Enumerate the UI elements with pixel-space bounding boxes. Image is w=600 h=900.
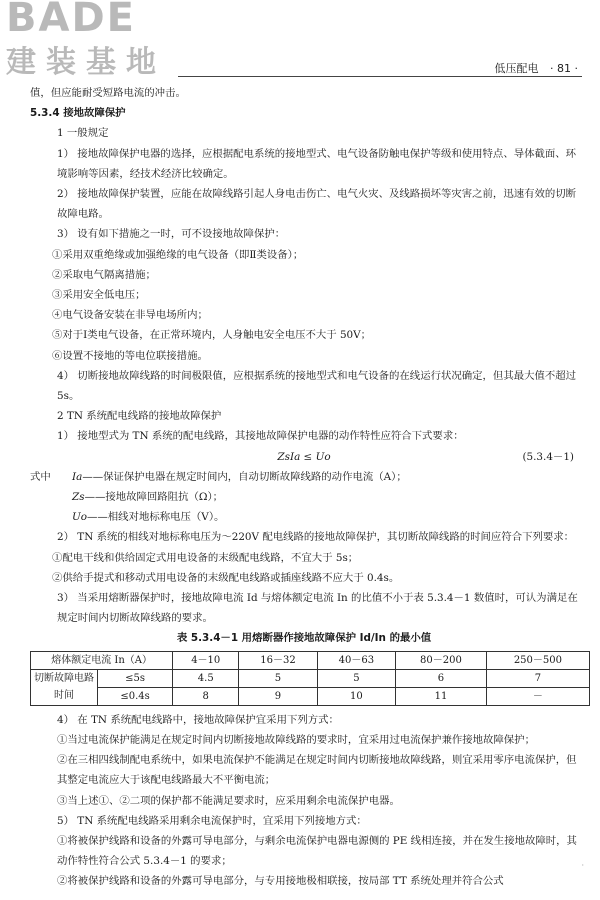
definition-row [30, 507, 578, 527]
logo-wordmark: BADE [6, 0, 136, 41]
page-number: · 81 · [550, 62, 578, 75]
table-cell: － [486, 687, 589, 705]
list-item: ②在三相四线制配电系统中，如果电流保护不能满足在规定时间内切断接地故障线路，则宜采用零序电流保护，但其整定电流应大于该配电线路最大不平衡电流； [57, 754, 577, 787]
table-caption: 表 5.3.4－1 用熔断器作接地故障保护 Id/In 的最小值 [176, 632, 432, 645]
formula [30, 447, 578, 467]
fuse-ratio-table [30, 651, 590, 706]
table-row [31, 687, 590, 705]
table-cell: 11 [396, 687, 487, 705]
list-item: ②将被保护线路和设备的外露可导电部分，与专用接地极相联接，按局部 TT 系统处理并符合公式 [57, 875, 504, 888]
symbol: Zs [72, 491, 85, 504]
publisher-logo [2, 0, 177, 92]
formula-expression: ZsIa ≤ Uo [277, 450, 331, 463]
list-item: ①采用双重绝缘或加强绝缘的电气设备（即Ⅱ类设备）； [52, 248, 304, 261]
table-cell: 5 [239, 669, 317, 687]
paragraph: 1） 接地型式为 TN 系统的配电线路，其接地故障保护电器的动作特性应符合下式要求： [57, 430, 464, 443]
definition-text: ——相线对地标称电压（V）。 [87, 511, 225, 524]
list-item: ②供给手提式和移动式用电设备的末级配电线路或插座线路不应大于 0.4s。 [52, 571, 400, 584]
table-row [31, 669, 590, 687]
subsection-heading: 2 TN 系统配电线路的接地故障保护 [57, 410, 222, 423]
subsection-heading: 1 一般规定 [57, 127, 109, 140]
paragraph: 4） 在 TN 系统配电线路中，接地故障保护宜采用下列方式： [57, 713, 339, 726]
table-header-cell: 250－500 [486, 651, 589, 669]
list-item: ①配电干线和供给固定式用电设备的末级配电线路，不宜大于 5s； [52, 551, 359, 564]
table-header-cell: 80－200 [396, 651, 487, 669]
row-group-label: 切断故障电路时间 [31, 669, 98, 705]
table-header-cell: 4－10 [173, 651, 239, 669]
table-cell: 10 [317, 687, 395, 705]
list-item: ④电气设备安装在非导电场所内； [52, 309, 208, 322]
symbol-definitions [30, 467, 578, 528]
list-item: ⑥设置不接地的等电位联接措施。 [52, 349, 208, 362]
table-cell: 4.5 [173, 669, 239, 687]
definition-row [30, 487, 578, 507]
scan-mark: · [581, 861, 584, 870]
list-item: ①将被保护线路和设备的外露可导电部分，与剩余电流保护电器电源侧的 PE 线相连接，并在发生接地故障时，其动作特性符合公式 5.3.4－1 的要求； [57, 834, 577, 868]
table-header-cell: 熔体额定电流 In（A） [31, 651, 173, 669]
table-cell: 7 [486, 669, 589, 687]
paragraph: 5） TN 系统配电线路采用剩余电流保护时，宜采用下列接地方式： [57, 814, 367, 827]
table-header-cell: 40－63 [317, 651, 395, 669]
table-cell: 8 [173, 687, 239, 705]
definition-label: 式中 [30, 470, 51, 483]
equation-number: (5.3.4－1) [522, 450, 574, 463]
header-rule [178, 76, 582, 77]
paragraph: 2） 接地故障保护装置，应能在故障线路引起人身电击伤亡、电气火灾、及线路损坏等灾害之前，迅速有效的切断故障电路。 [57, 188, 577, 221]
list-item: ⑤对于Ⅰ类电气设备，在正常环境内，人身触电安全电压不大于 50V； [52, 329, 372, 342]
paragraph: 值，但应能耐受短路电流的冲击。 [30, 87, 186, 99]
page-body [30, 83, 578, 892]
paragraph: 3） 设有如下措施之一时，可不设接地故障保护： [57, 228, 286, 241]
section-heading: 5.3.4 接地故障保护 [30, 107, 126, 120]
paragraph: 3） 当采用熔断器保护时，接地故障电流 Id 与熔体额定电流 In 的比值不小于表 5.3.4－1 数值时，可认为满足在规定时间内切断故障线路的要求。 [57, 592, 578, 625]
table-header-row [31, 651, 590, 669]
row-label: ≤0.4s [98, 687, 173, 705]
list-item: ①当过电流保护能满足在规定时间内切断接地故障线路的要求时，宜采用过电流保护兼作接地故障保护； [57, 733, 535, 746]
table-cell: 5 [317, 669, 395, 687]
list-item: ③采用安全低电压； [52, 289, 146, 302]
table-header-cell: 16－32 [239, 651, 317, 669]
chapter-title: 低压配电 [494, 62, 539, 75]
paragraph: 4） 切断接地故障线路的时间极限值，应根据系统的接地型式和电气设备的在线运行状况确定，但其最大值不超过 5s。 [57, 369, 577, 403]
running-head [495, 60, 578, 76]
table-cell: 9 [239, 687, 317, 705]
list-item: ②采取电气隔离措施； [52, 268, 156, 281]
table-cell: 6 [396, 669, 487, 687]
paragraph: 1） 接地故障保护电器的选择，应根据配电系统的接地型式、电气设备防触电保护等级和使用特点、导体截面、环境影响等因素，经技术经济比较确定。 [57, 147, 577, 180]
symbol: Uo [72, 511, 88, 524]
definition-text: ——保证保护电器在规定时间内，自动切断故障线路的动作电流（A）； [82, 470, 407, 483]
logo-subtitle: 建装基地 [6, 45, 166, 80]
list-item: ③当上述①、②二项的保护都不能满足要求时，应采用剩余电流保护电器。 [57, 794, 400, 807]
row-label: ≤5s [98, 669, 173, 687]
definition-row [30, 467, 578, 487]
symbol: Ia [72, 470, 83, 483]
paragraph: 2） TN 系统的相线对地标称电压为～220V 配电线路的接地故障保护，其切断故障线路的时间应符合下列要求： [57, 531, 575, 544]
definition-text: ——接地故障回路阻抗（Ω）； [84, 491, 224, 504]
